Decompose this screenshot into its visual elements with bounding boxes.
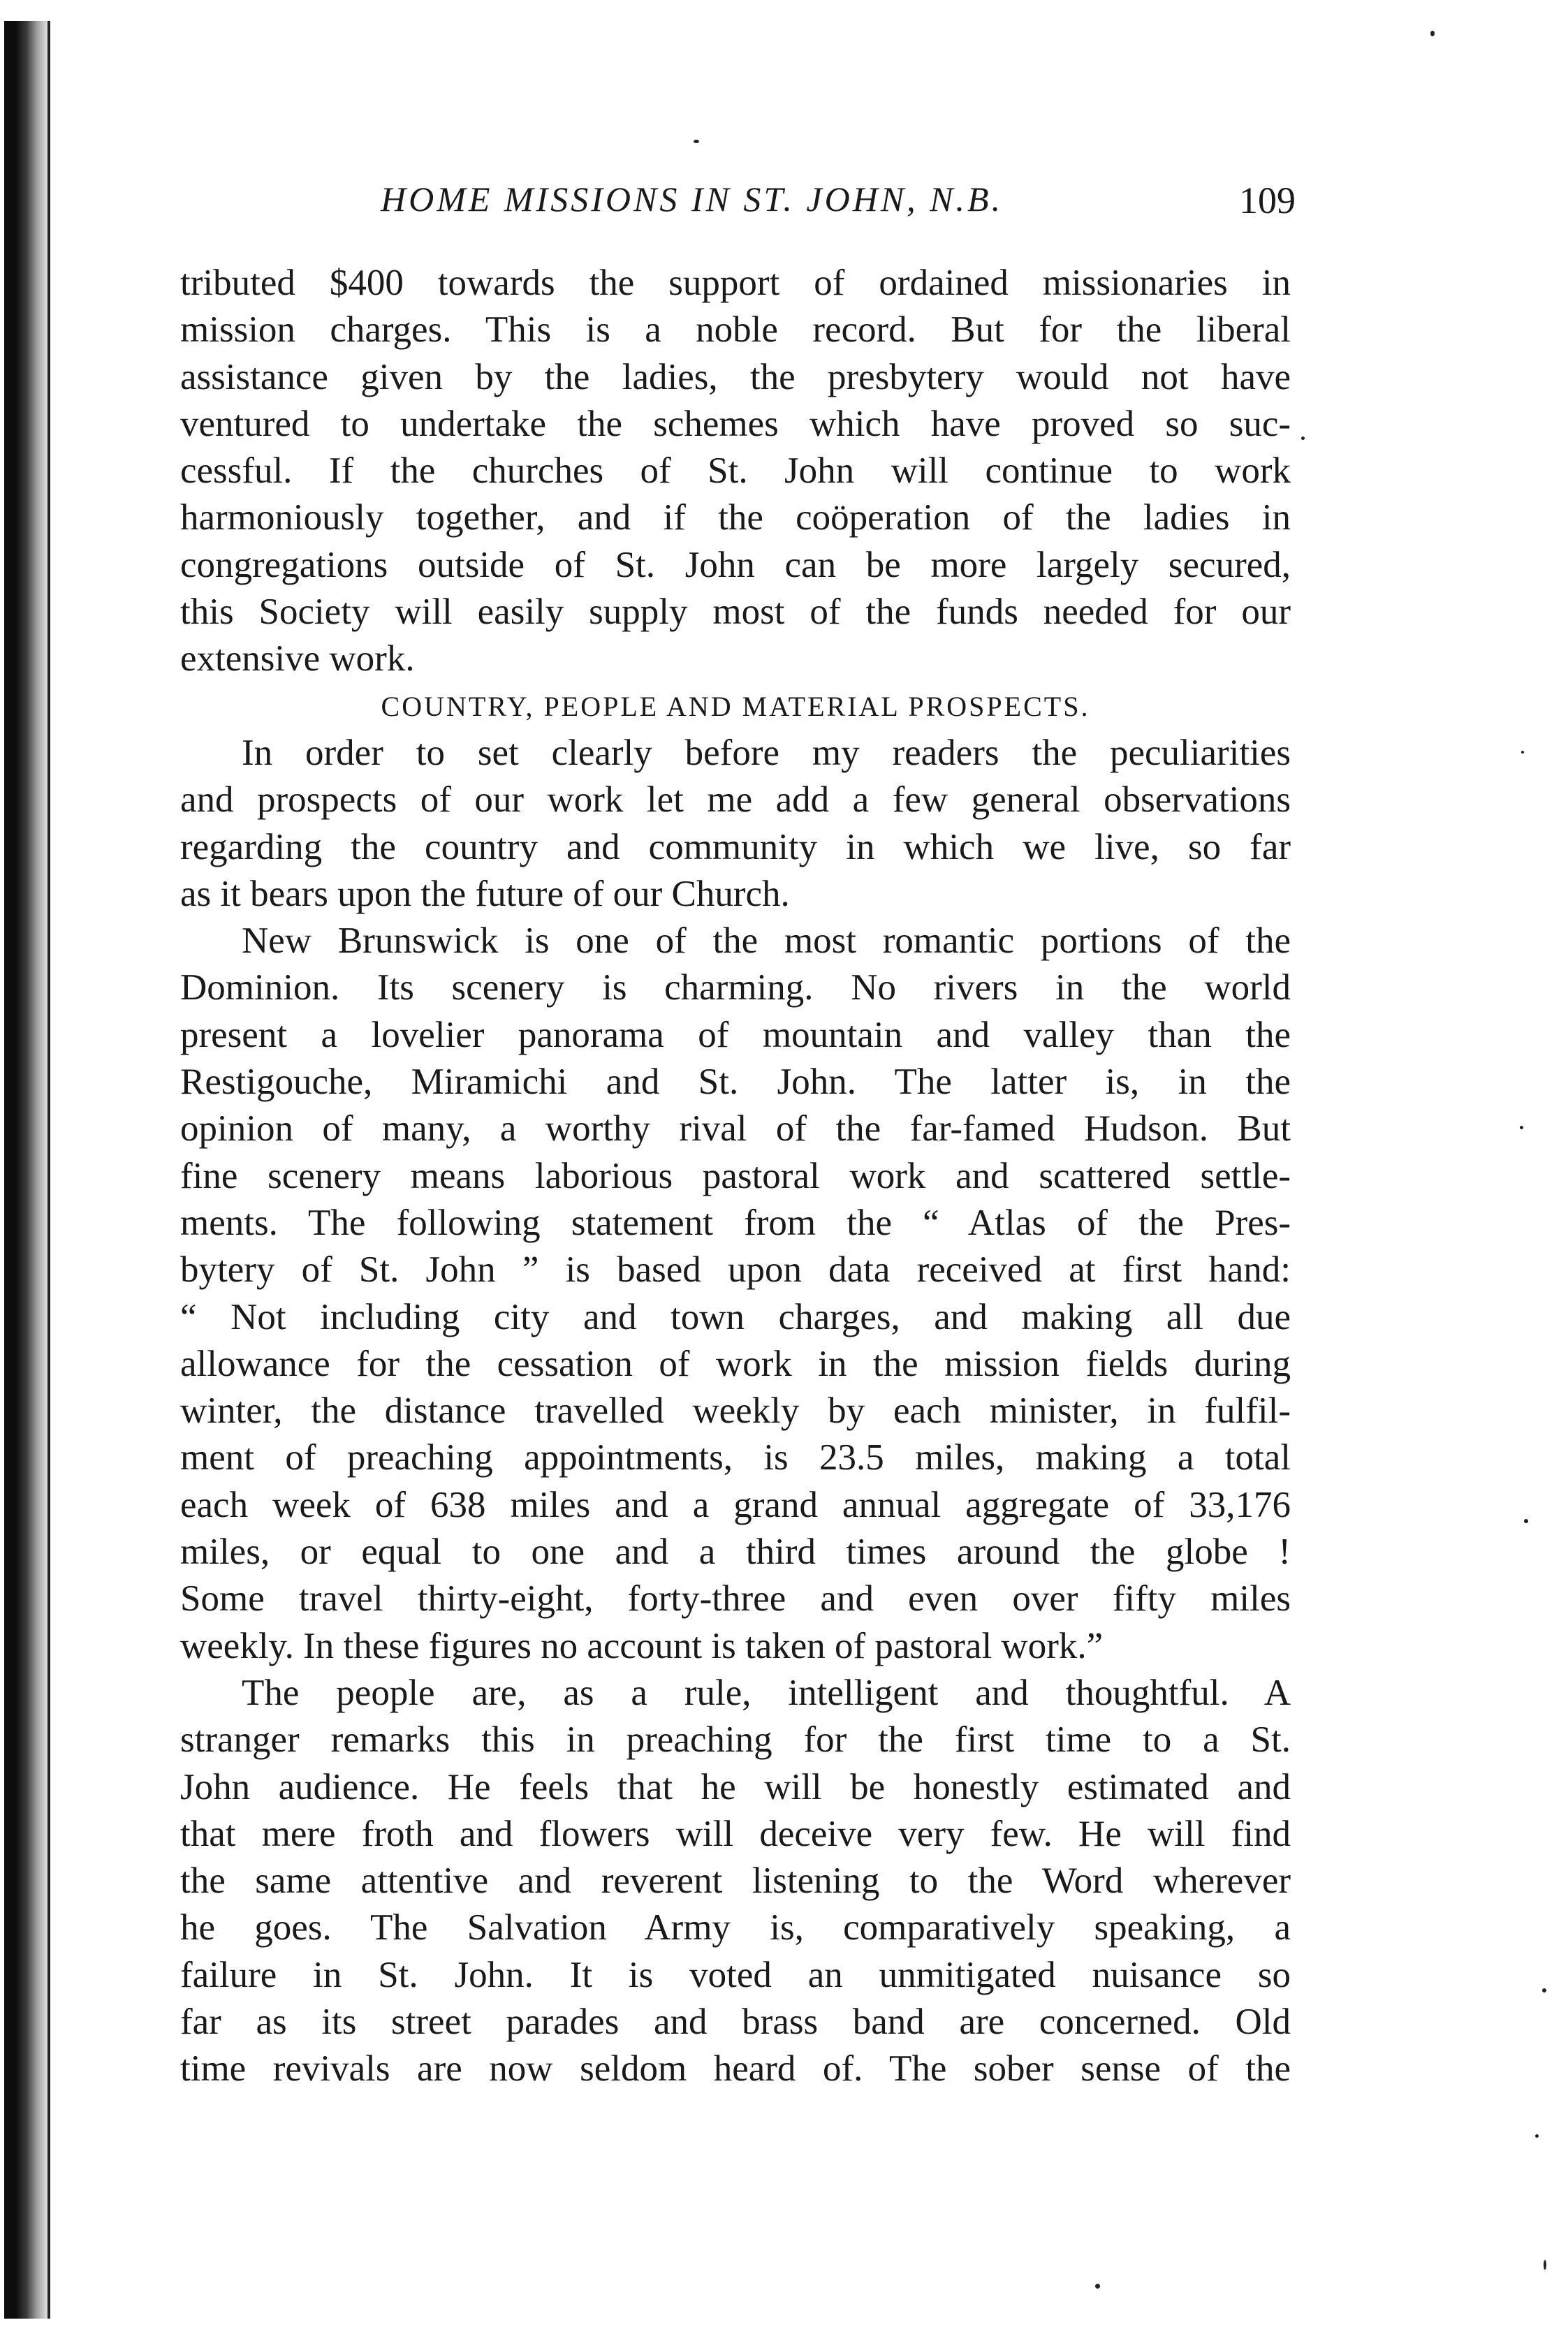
text-line: winter, the distance travelled weekly by each minister, in fulfil- xyxy=(180,1390,1291,1432)
text-line: Dominion. Its scenery is charming. No rivers in the world xyxy=(180,967,1291,1008)
text-line: present a lovelier panorama of mountain and valley than the xyxy=(180,1014,1291,1055)
text-line: stranger remarks this in preaching for the first time to a St. xyxy=(180,1719,1291,1761)
binding-edge xyxy=(4,21,50,2319)
text-line: allowance for the cessation of work in the mission fields during xyxy=(180,1343,1291,1384)
scan-speck xyxy=(1301,436,1305,440)
text-line: this Society will easily supply most of the funds needed for our xyxy=(180,592,1291,633)
page-number: 109 xyxy=(1239,179,1296,221)
text-line: miles, or equal to one and a third times around the globe ! xyxy=(180,1532,1291,1573)
scan-speck xyxy=(694,140,699,143)
text-line: bytery of St. John ” is based upon data received at first hand: xyxy=(180,1249,1291,1291)
scan-speck xyxy=(1430,31,1435,36)
text-line: failure in St. John. It is voted an unmitigated nuisance so xyxy=(180,1954,1291,1995)
text-line: as it bears upon the future of our Church. xyxy=(180,873,790,914)
scan-speck xyxy=(1524,1519,1528,1523)
text-line: extensive work. xyxy=(180,638,415,680)
running-head xyxy=(178,179,1296,235)
text-line: congregations outside of St. John can be more largely secured, xyxy=(180,544,1291,585)
scan-speck xyxy=(1521,751,1524,754)
text-line: time revivals are now seldom heard of. The sober sense of the xyxy=(180,2048,1291,2090)
text-line: he goes. The Salvation Army is, comparatively speaking, a xyxy=(180,1907,1291,1948)
text-line: Some travel thirty-eight, forty-three and even over fifty miles xyxy=(180,1578,1291,1620)
scan-speck xyxy=(1095,2284,1100,2289)
text-line: New Brunswick is one of the most romantic portions of the xyxy=(242,920,1291,962)
text-line: far as its street parades and brass band are concerned. Old xyxy=(180,2001,1291,2042)
text-line: that mere froth and flowers will deceive very few. He will find xyxy=(180,1813,1291,1854)
text-line: weekly. In these figures no account is taken of pastoral work.” xyxy=(180,1625,1104,1666)
scan-speck xyxy=(1542,1988,1546,1992)
text-line: regarding the country and community in which we live, so far xyxy=(180,826,1291,867)
text-line: fine scenery means laborious pastoral work and scattered settle- xyxy=(180,1155,1291,1196)
text-line: opinion of many, a worthy rival of the far-famed Hudson. But xyxy=(180,1108,1291,1150)
text-line: assistance given by the ladies, the presbytery would not have xyxy=(180,356,1291,397)
text-line: the same attentive and reverent listening to the Word wherever xyxy=(180,1860,1291,1902)
text-line: The people are, as a rule, intelligent and thoughtful. A xyxy=(242,1672,1291,1713)
text-line: tributed $400 towards the support of ordained missionaries in xyxy=(180,263,1291,303)
binding-line xyxy=(47,21,50,2319)
text-line: Restigouche, Miramichi and St. John. The latter is, in the xyxy=(180,1062,1291,1103)
scan-speck xyxy=(1535,2134,1539,2138)
scan-speck xyxy=(1544,2260,1546,2270)
text-line: ments. The following statement from the “ Atlas of the Pres- xyxy=(180,1202,1291,1243)
text-line: mission charges. This is a noble record. But for the liberal xyxy=(180,309,1291,351)
text-line: each week of 638 miles and a grand annual aggregate of 33,176 xyxy=(180,1484,1291,1525)
text-line: harmoniously together, and if the coöperation of the ladies in xyxy=(180,497,1291,538)
scan-speck xyxy=(1520,1126,1523,1129)
text-line: ment of preaching appointments, is 23.5 miles, making a total xyxy=(180,1437,1291,1478)
body-text xyxy=(180,260,1291,2093)
text-line: In order to set clearly before my readers the peculiarities xyxy=(242,732,1291,773)
text-line: John audience. He feels that he will be honestly estimated and xyxy=(180,1766,1291,1807)
text-line: cessful. If the churches of St. John will continue to work xyxy=(180,450,1291,492)
text-line: and prospects of our work let me add a few general observations xyxy=(180,779,1291,821)
text-line: ventured to undertake the schemes which have proved so suc- xyxy=(180,403,1291,444)
section-heading: COUNTRY, PEOPLE AND MATERIAL PROSPECTS. xyxy=(381,690,1090,722)
text-line: “ Not including city and town charges, and making all due xyxy=(180,1296,1291,1337)
running-head-title: HOME MISSIONS IN ST. JOHN, N.B. xyxy=(381,179,1004,219)
